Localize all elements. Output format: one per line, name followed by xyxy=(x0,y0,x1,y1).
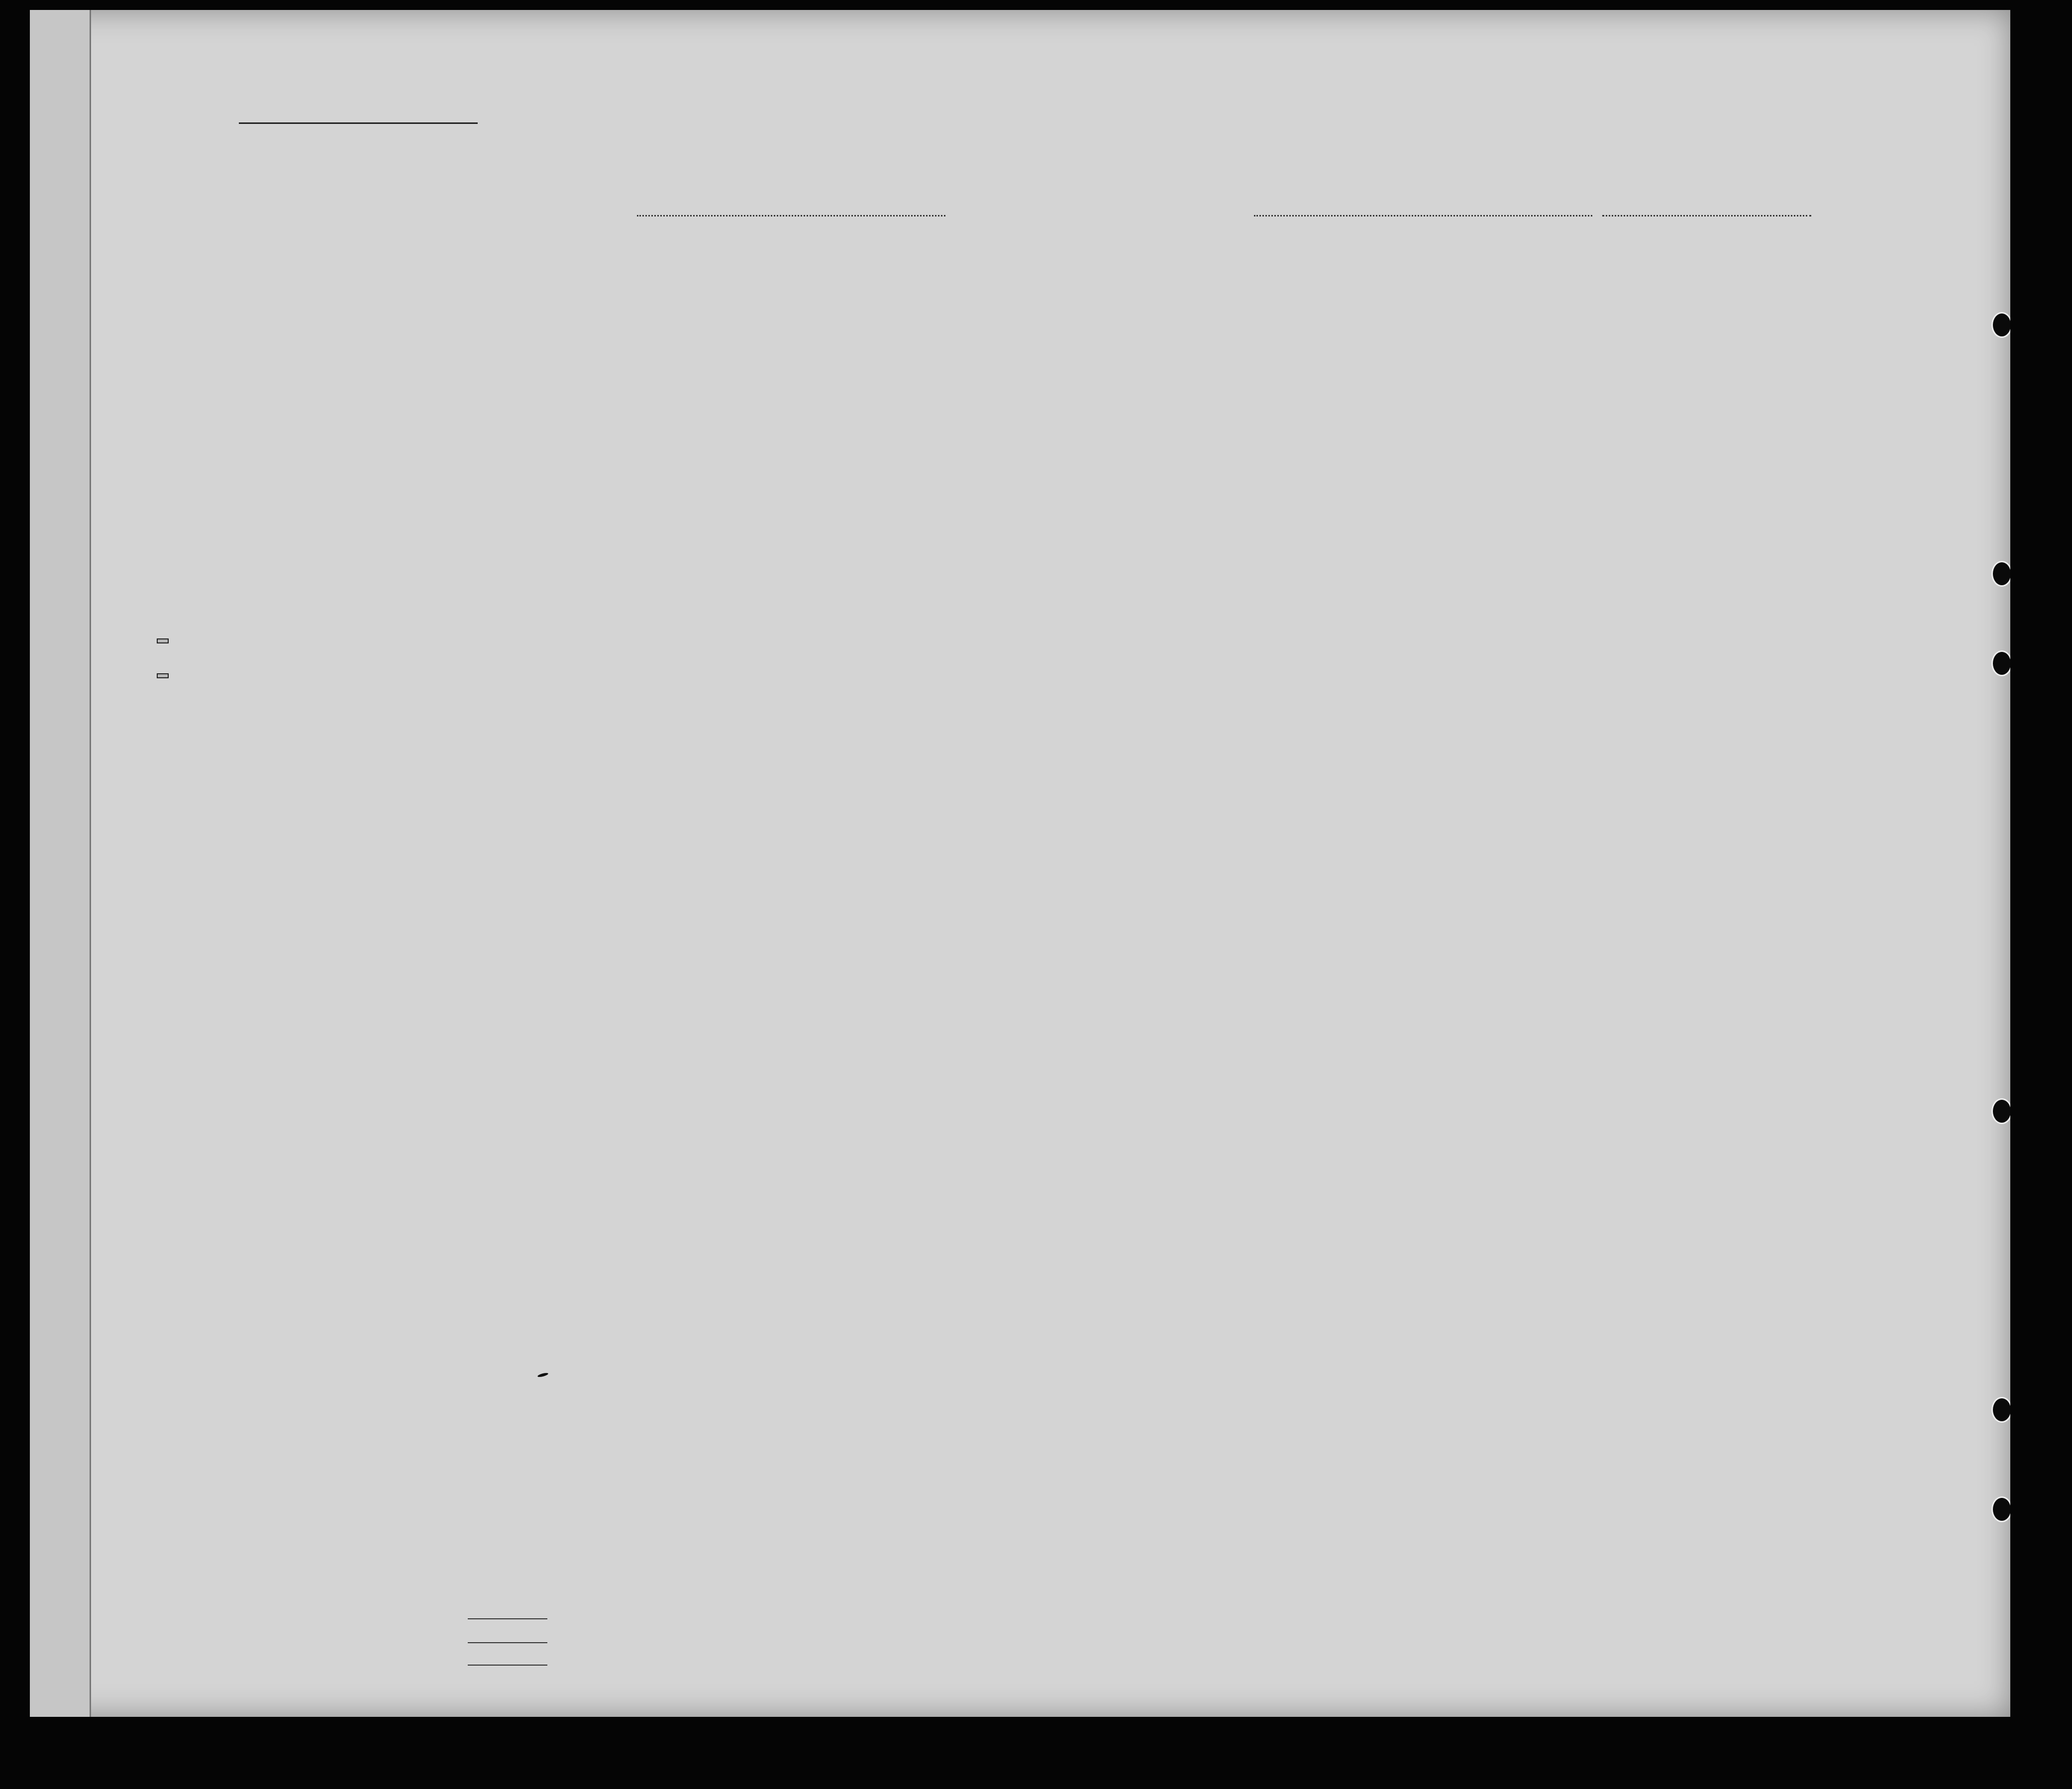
us-citizens-value xyxy=(468,1642,547,1643)
aliens-value xyxy=(468,1665,547,1666)
punch-hole xyxy=(1993,1100,2010,1123)
punch-hole xyxy=(1993,652,2010,675)
handwritten-marks xyxy=(30,10,2010,1717)
total-passengers-value xyxy=(468,1618,547,1619)
manifest-page xyxy=(30,10,2010,1717)
punch-hole xyxy=(1993,562,2010,585)
punch-hole xyxy=(1993,1398,2010,1421)
punch-hole xyxy=(1993,314,2010,336)
punch-hole xyxy=(1993,1498,2010,1521)
